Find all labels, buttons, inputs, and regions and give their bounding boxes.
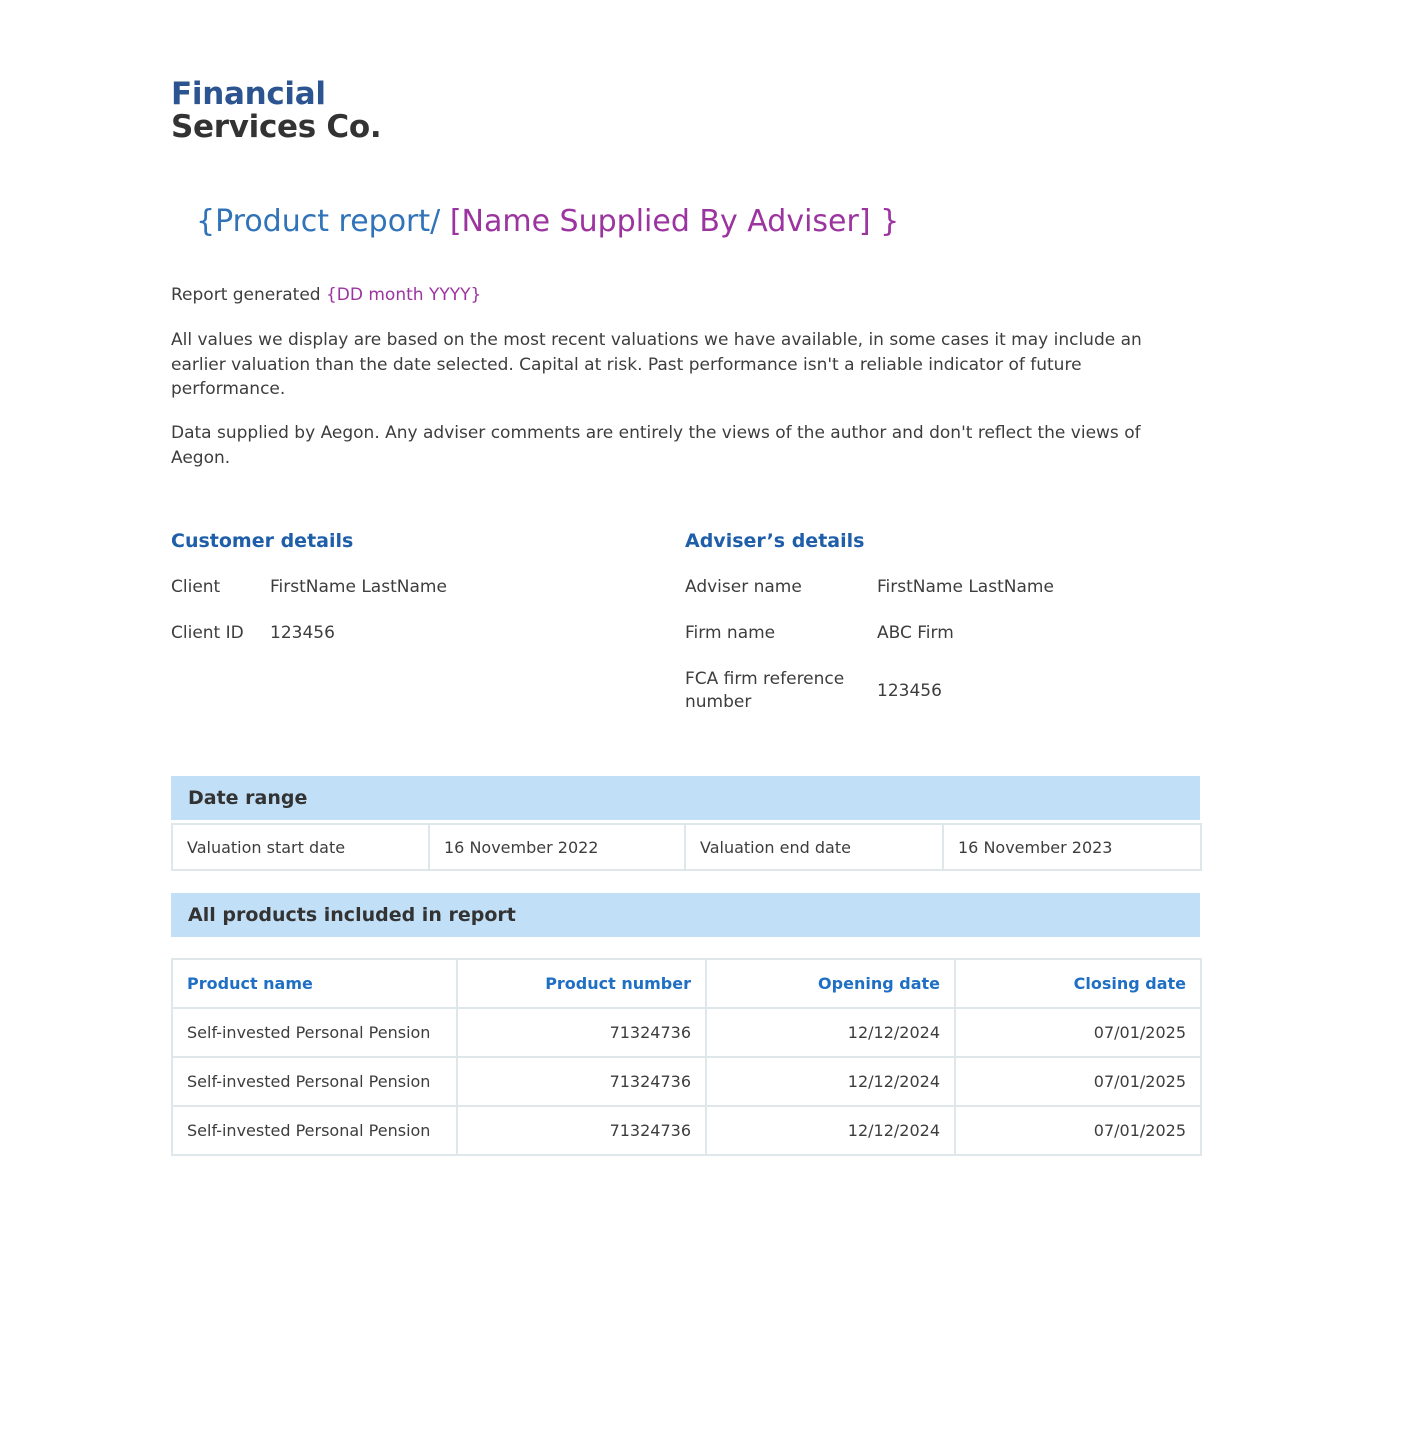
disclaimer-paragraph-valuations: All values we display are based on the most recent valuations we have available, in some cases it may include an earlier valuation than the date selected. Capital at risk. Past performance isn't a reliable indicator of future performance. bbox=[171, 330, 1142, 399]
section-band-date-range: Date range bbox=[171, 776, 1200, 820]
section-band-all-products: All products included in report bbox=[171, 893, 1200, 937]
cell-product-number: 71324736 bbox=[457, 1008, 706, 1057]
valuation-end-date-value: 16 November 2023 bbox=[943, 824, 1201, 870]
column-header-product-name: Product name bbox=[172, 959, 457, 1008]
cell-product-name: Self-invested Personal Pension bbox=[172, 1057, 457, 1106]
detail-row-client bbox=[171, 576, 671, 599]
detail-row-client-id bbox=[171, 622, 671, 645]
detail-label-client-id: Client ID bbox=[171, 623, 244, 643]
detail-label-fca-reference: FCA firm reference number bbox=[685, 669, 845, 712]
detail-value-client-id: 123456 bbox=[270, 623, 335, 643]
cell-product-name: Self-invested Personal Pension bbox=[172, 1008, 457, 1057]
detail-row-firm-name bbox=[685, 622, 1200, 645]
page-title-purple-part: [Name Supplied By Adviser] } bbox=[449, 204, 900, 239]
detail-value-fca-reference: 123456 bbox=[877, 680, 942, 701]
date-range-table bbox=[171, 823, 1202, 871]
cell-closing-date: 07/01/2025 bbox=[955, 1106, 1201, 1155]
logo-line-services: Services Co. bbox=[171, 109, 382, 145]
valuation-end-date-label: Valuation end date bbox=[685, 824, 943, 870]
company-logo bbox=[171, 78, 381, 144]
detail-value-client: FirstName LastName bbox=[270, 577, 447, 597]
page-title-blue-part: {Product report/ bbox=[196, 204, 450, 239]
customer-details-heading: Customer details bbox=[171, 530, 354, 552]
disclaimer-paragraph-data-source: Data supplied by Aegon. Any adviser comments are entirely the views of the author and don't reflect the views of Aegon. bbox=[171, 423, 1141, 468]
customer-details-section bbox=[171, 530, 671, 668]
cell-product-number: 71324736 bbox=[457, 1057, 706, 1106]
cell-opening-date: 12/12/2024 bbox=[706, 1057, 955, 1106]
products-table bbox=[171, 958, 1202, 1156]
logo-line-financial: Financial bbox=[171, 76, 326, 112]
valuation-start-date-label: Valuation start date bbox=[172, 824, 429, 870]
column-header-closing-date: Closing date bbox=[955, 959, 1201, 1008]
table-row bbox=[172, 1106, 1201, 1155]
detail-row-adviser-name bbox=[685, 576, 1200, 599]
detail-label-firm-name: Firm name bbox=[685, 623, 776, 643]
cell-product-number: 71324736 bbox=[457, 1106, 706, 1155]
page-title bbox=[196, 204, 899, 240]
cell-product-name: Self-invested Personal Pension bbox=[172, 1106, 457, 1155]
detail-label-adviser-name: Adviser name bbox=[685, 577, 802, 597]
report-generated-value: {DD month YYYY} bbox=[325, 285, 482, 305]
report-generated-line bbox=[171, 284, 481, 307]
table-row bbox=[172, 1057, 1201, 1106]
report-generated-label: Report generated bbox=[171, 285, 326, 305]
table-row bbox=[172, 824, 1201, 870]
cell-opening-date: 12/12/2024 bbox=[706, 1106, 955, 1155]
table-header-row bbox=[172, 959, 1201, 1008]
detail-label-client: Client bbox=[171, 577, 221, 597]
column-header-product-number: Product number bbox=[457, 959, 706, 1008]
table-row bbox=[172, 1008, 1201, 1057]
column-header-opening-date: Opening date bbox=[706, 959, 955, 1008]
adviser-details-heading: Adviser’s details bbox=[685, 530, 865, 552]
valuation-start-date-value: 16 November 2022 bbox=[429, 824, 685, 870]
adviser-details-section bbox=[685, 530, 1200, 737]
detail-value-adviser-name: FirstName LastName bbox=[877, 577, 1054, 597]
cell-opening-date: 12/12/2024 bbox=[706, 1008, 955, 1057]
cell-closing-date: 07/01/2025 bbox=[955, 1057, 1201, 1106]
detail-row-fca-reference bbox=[685, 668, 1200, 714]
detail-value-firm-name: ABC Firm bbox=[877, 623, 954, 643]
cell-closing-date: 07/01/2025 bbox=[955, 1008, 1201, 1057]
